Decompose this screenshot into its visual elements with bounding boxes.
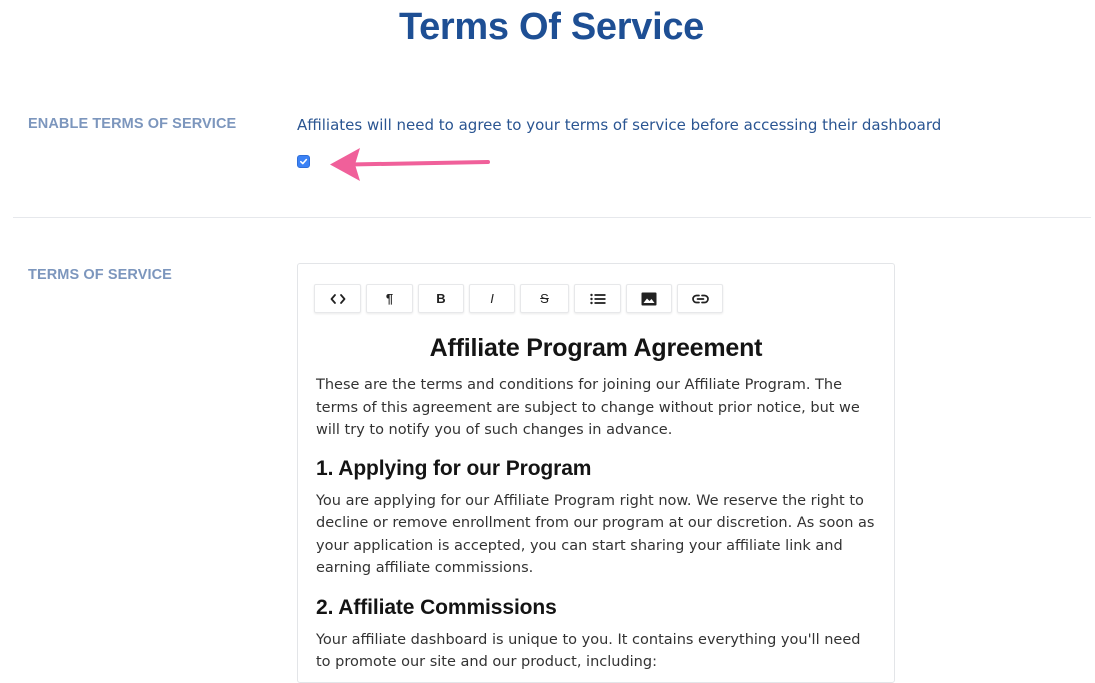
section-heading: 1. Applying for our Program [316,456,592,480]
section-heading: 2. Affiliate Commissions [316,595,557,619]
checkmark-icon [299,157,308,166]
tos-editor[interactable] [297,263,895,683]
bold-button[interactable] [418,284,464,313]
link-icon [692,294,709,304]
bold-icon: B [436,291,446,306]
document-intro: These are the terms and conditions for joining our Affiliate Program. The terms of this agreement are subject to change without prior notice, but we will try to notify you of such changes in advance. [316,377,860,438]
section-divider [13,217,1091,218]
paragraph-icon: ¶ [385,291,394,306]
list-icon [590,293,606,305]
italic-icon: I [490,291,494,306]
paragraph-button[interactable] [366,284,413,313]
pointer-arrow-icon [328,146,490,182]
insert-link-button[interactable] [677,284,723,313]
tos-label: TERMS OF SERVICE [28,267,172,283]
enable-tos-description: Affiliates will need to agree to your terms of service before accessing their dashboard [297,116,942,134]
document-title: Affiliate Program Agreement [429,334,763,362]
section-body: You are applying for our Affiliate Program right now. We reserve the right to decline or remove enrollment from our program at our discretion. As soon as your application is accepted, you can start sharing your affiliate link and earning affiliate commissions. [316,492,875,576]
insert-image-button[interactable] [626,284,672,313]
enable-tos-label: ENABLE TERMS OF SERVICE [28,116,237,132]
code-view-button[interactable] [314,284,361,313]
section-body: Your affiliate dashboard is unique to you. It contains everything you'll need to promote our site and our product, including: [316,631,861,670]
strikethrough-icon: S [540,291,549,306]
bullet-list-button[interactable] [574,284,621,313]
code-icon [330,293,346,305]
editor-toolbar [314,284,728,314]
italic-button[interactable] [469,284,515,313]
image-icon [641,292,657,306]
page-title: Terms Of Service [399,6,704,48]
editor-content[interactable] [316,334,876,674]
enable-tos-checkbox[interactable] [297,155,310,168]
strikethrough-button[interactable] [520,284,569,313]
